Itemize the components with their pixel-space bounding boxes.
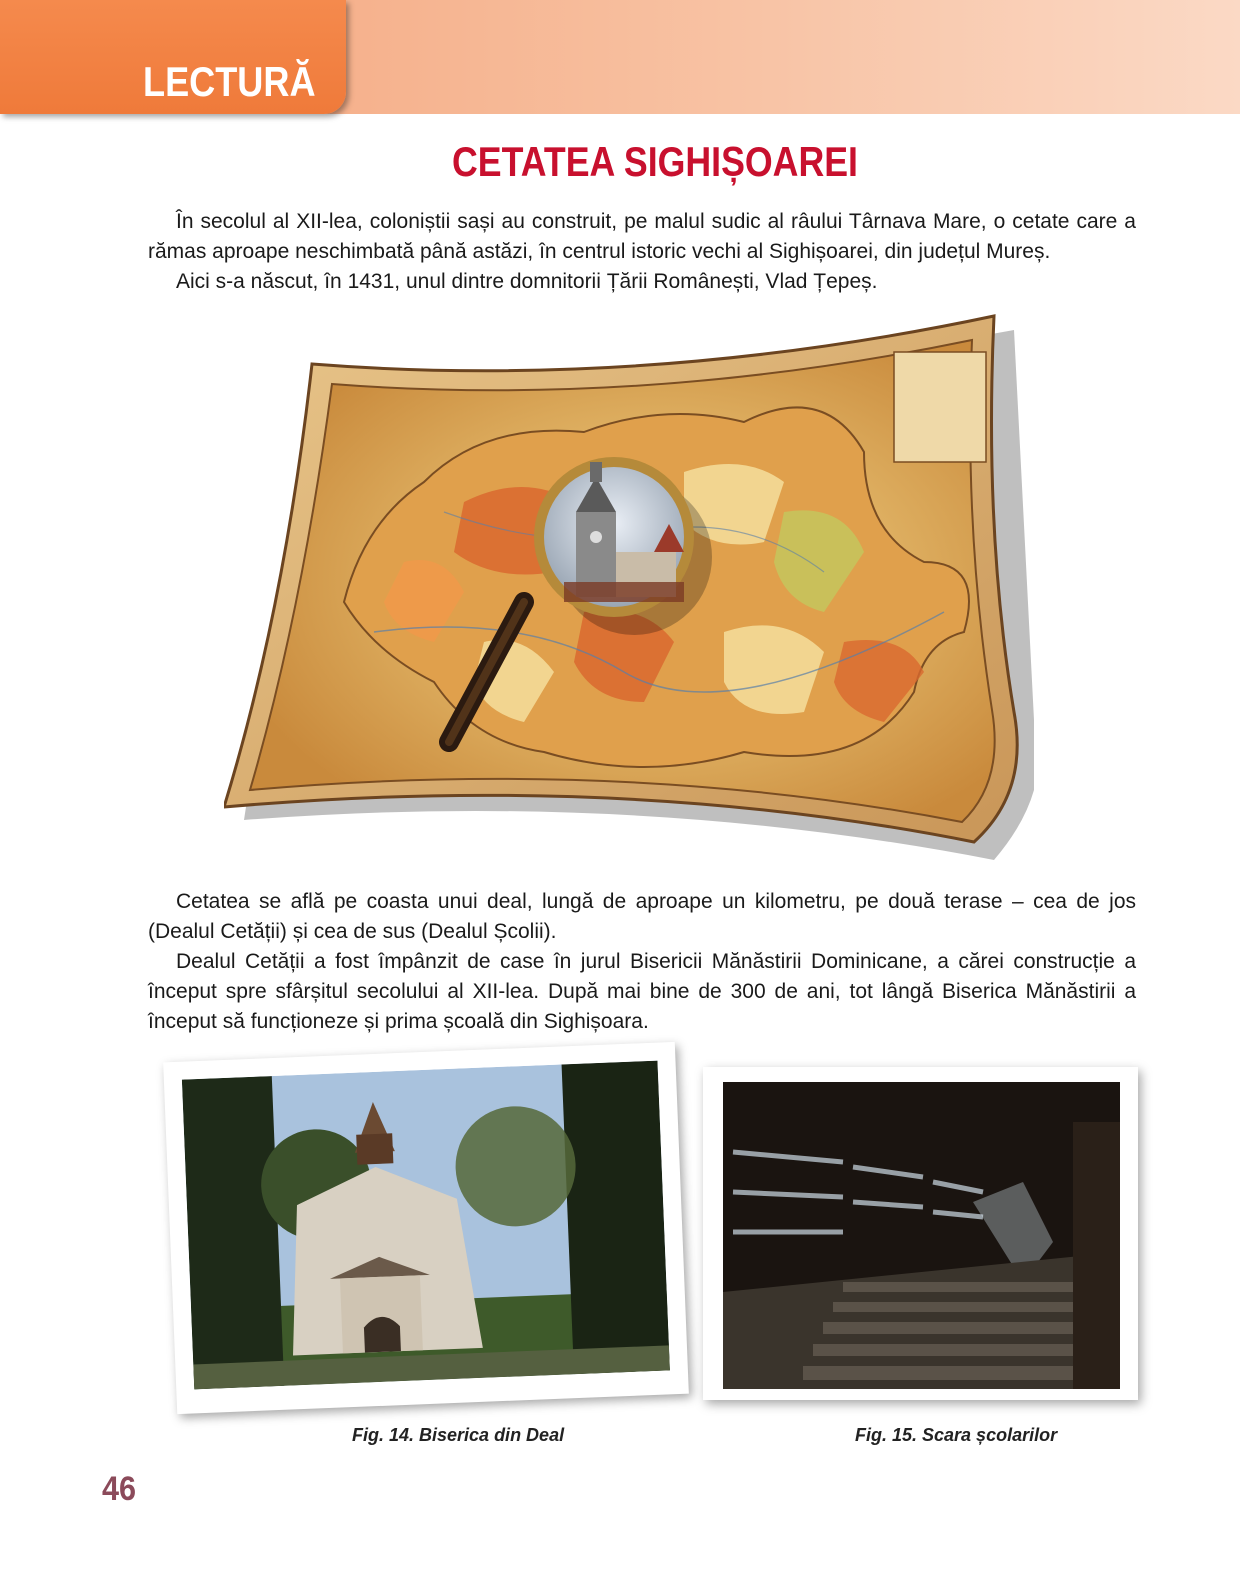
romania-map-image (224, 312, 1034, 862)
figure-caption: Fig. 15. Scara școlarilor (855, 1425, 1058, 1445)
intro-text (148, 207, 1136, 297)
paragraph: Aici s-a născut, în 1431, unul dintre domnitorii Țării Românești, Vlad Țepeș. (176, 270, 878, 293)
figure-caption: Fig. 14. Biserica din Deal (352, 1425, 565, 1445)
page-number: 46 (102, 1470, 137, 1508)
photo-frame (703, 1067, 1138, 1400)
page-title: CETATEA SIGHIȘOAREI (452, 138, 858, 185)
paragraph: Cetatea se află pe coasta unui deal, lungă de aproape un kilometru, pe două terase – cea de jos (Dealul Cetății) și cea de sus (Dealul Școlii). (148, 890, 1136, 943)
paragraph: În secolul al XII-lea, coloniștii sași au construit, pe malul sudic al râului Târnava Mare, o cetate care a rămas aproape neschimbată până astăzi, în centrul istoric vechi al Sighișoarei, din județul Mureș. (148, 210, 1136, 263)
paragraph: Dealul Cetății a fost împânzit de case în jurul Bisericii Mănăstirii Dominicane, a cărei construcție a început spre sfârșitul secolului al XII-lea. După mai bine de 300 de ani, tot lângă Biserica Mănăstirii a început să funcționeze și prima școală din Sighișoara. (148, 950, 1136, 1033)
stairs-photo (723, 1082, 1120, 1389)
section-label: LECTURĂ (143, 58, 316, 105)
main-text (148, 887, 1136, 1037)
church-photo (182, 1061, 670, 1390)
map-illustration (224, 312, 1034, 862)
photo-frame (163, 1042, 689, 1414)
